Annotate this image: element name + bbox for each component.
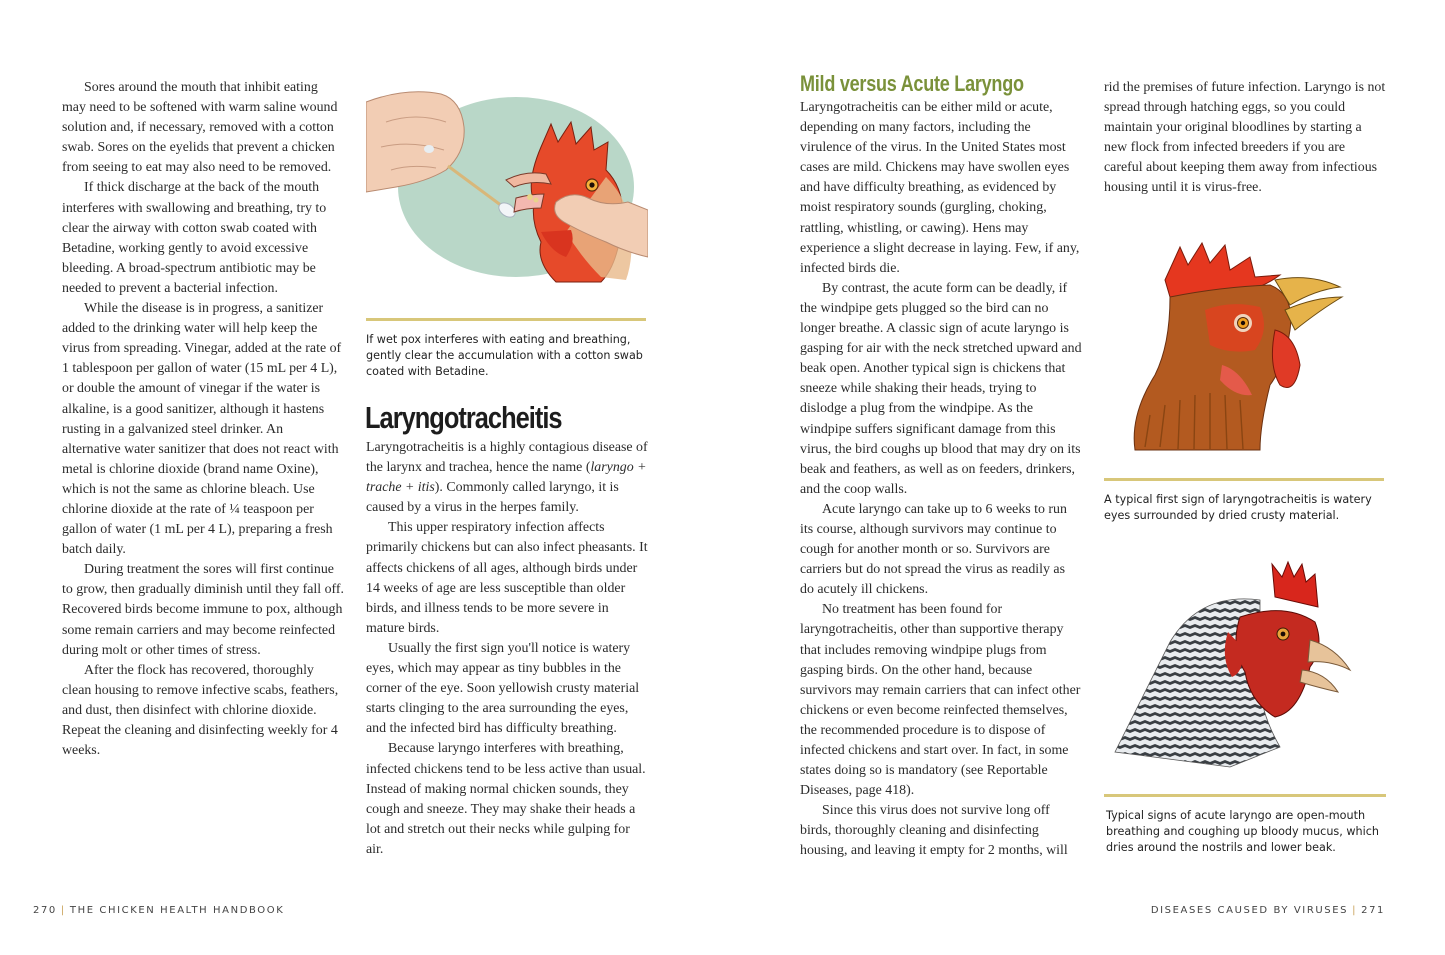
- body-paragraph: Since this virus does not survive long off birds, thoroughly cleaning and disinfecting housing, and leaving it empty for 2 months, will: [800, 803, 1068, 859]
- right-page-column-2: [1104, 78, 1386, 199]
- left-page-column-2: [366, 438, 648, 860]
- page-number: 270: [33, 905, 57, 916]
- caption-rule: [1104, 478, 1384, 481]
- body-paragraph: While the disease is in progress, a sanitizer added to the drinking water will help keep the virus from spreading. Vinegar, added at the rate of 1 tablespoon per gallon of water (15 mL per 4 L), or double the amount of vinegar if the water is alkaline, is a good sanitizer, although it hastens rusting in a galvanized steel drinker. An alternative water sanitizer that does not react with metal is chlorine dioxide (brand name Oxine), which is not the same as chlorine bleach. Use chlorine dioxide at the rate of ¼ teaspoon per gallon of water (1 mL per 4 L), preparing a fresh batch daily.: [62, 301, 342, 558]
- body-paragraph: If thick discharge at the back of the mouth interferes with swallowing and breathing, try to clear the airway with cotton swab coated with Betadine, working gently to avoid excessive bleeding. A broad-spectrum antibiotic may be needed to prevent a bacterial infection.: [62, 180, 327, 296]
- figure-caption-swab: If wet pox interferes with eating and breathing, gently clear the accumulation with a cotton swab coated with Betadine.: [366, 333, 643, 378]
- barred-hen-head-illustration: [1110, 552, 1390, 782]
- running-head: THE CHICKEN HEALTH HANDBOOK: [69, 905, 285, 916]
- figure-red-hen-illustration: [1110, 235, 1390, 465]
- body-paragraph: Usually the first sign you'll notice is watery eyes, which may appear as tiny bubbles in the corner of the eye. Soon yellowish crusty material starts clinging to the area surrounding the eyes, and the infected bird has difficulty breathing.: [366, 640, 640, 737]
- body-paragraph: Because laryngo interferes with breathing, infected chickens tend to be less active than usual. Instead of making normal chicken sounds, they cough and sneeze. They may shake their heads a lot and stretch out their necks while gulping for air.: [366, 741, 646, 857]
- subheading: Mild versus Acute Laryngo: [800, 71, 1024, 96]
- figure-swab-illustration: [366, 82, 648, 292]
- body-paragraph: Sores around the mouth that inhibit eating may need to be softened with warm saline wound solution and, if necessary, removed with a cotton swab. Sores on the eyelids that prevent a chicken from seeing to eat may also need to be removed.: [62, 80, 338, 176]
- intro-paragraph: [366, 438, 648, 518]
- body-paragraph: During treatment the sores will first continue to grow, then gradually diminish until they fall off. Recovered birds become immune to pox, although some remain carriers and may become reinfected during molt or other times of stress.: [62, 562, 345, 658]
- section-heading: Laryngotracheitis: [365, 400, 562, 435]
- intro-text-end: ). Commonly called laryngo, it is caused by a virus in the herpes family.: [366, 480, 619, 516]
- red-hen-head-illustration: [1110, 235, 1390, 465]
- intro-text: Laryngotracheitis is a highly contagious disease of the larynx and trachea, hence the name (: [366, 440, 648, 476]
- caption-rule: [1104, 794, 1386, 797]
- body-paragraph: Laryngotracheitis can be either mild or acute, depending on many factors, including the virulence of the virus. In the United States most cases are mild. Chickens may have swollen eyes and have difficulty breathing, as evidenced by moist respiratory sounds (gurgling, choking, rattling, whistling, or cawing). Hens may experience a slight decrease in laying. Few, if any, infected birds die.: [800, 100, 1080, 276]
- left-page-footer: [33, 905, 284, 916]
- body-paragraph: No treatment has been found for laryngotracheitis, other than supportive therapy that includes removing windpipe plugs from gasping birds. On the other hand, because survivors may remain carriers that can infect other chickens or even become reinfected themselves, the recommended procedure is to dispose of infected chickens and start over. In fact, in some states doing so is mandatory (see Reportable Diseases, page 418).: [800, 602, 1081, 799]
- body-paragraph: This upper respiratory infection affects primarily chickens but can also infect pheasants. It affects chickens of all ages, although birds under 14 weeks of age are less susceptible than older birds, and illness tends to be more severe in mature birds.: [366, 520, 648, 636]
- figure-caption-acute-signs: Typical signs of acute laryngo are open-mouth breathing and coughing up bloody mucus, which dries around the nostrils and lower beak.: [1106, 809, 1379, 854]
- etymology-italic: laryngo + trache + itis: [366, 460, 647, 496]
- hand-swabbing-chicken-illustration: [366, 82, 648, 292]
- right-page-column-1: [800, 98, 1082, 862]
- right-page-footer: [1151, 905, 1385, 916]
- footer-separator: |: [60, 905, 66, 916]
- figure-caption-watery-eyes: A typical first sign of laryngotracheitis is watery eyes surrounded by dried crusty material.: [1104, 493, 1372, 522]
- running-head: DISEASES CAUSED BY VIRUSES: [1150, 905, 1349, 916]
- page-number: 271: [1361, 905, 1385, 916]
- body-paragraph: After the flock has recovered, thoroughly clean housing to remove infective scabs, feathers, and dust, then disinfect with chlorine dioxide. Repeat the cleaning and disinfecting weekly for 4 weeks.: [62, 662, 339, 759]
- body-paragraph: By contrast, the acute form can be deadly, if the windpipe gets plugged so the bird can no longer breathe. A classic sign of acute laryngo is gasping for air with the neck stretched upward and beak open. Another typical sign is chickens that sneeze while shaking their heads, trying to dislodge a plug from the windpipe. As the windpipe suffers significant damage from this virus, the bird coughs up blood that may dry on its beak and feathers, as well as on feeders, drinkers, and the coop walls.: [800, 280, 1082, 497]
- caption-rule: [366, 318, 646, 321]
- footer-separator: |: [1352, 905, 1358, 916]
- figure-barred-hen-illustration: [1110, 552, 1390, 782]
- body-paragraph: Acute laryngo can take up to 6 weeks to run its course, although survivors may continue to cough for another month or so. Survivors are carriers but do not spread the virus as readily as do acutely ill chickens.: [800, 501, 1067, 598]
- left-page-column-1: [62, 78, 344, 761]
- body-paragraph: rid the premises of future infection. Laryngo is not spread through hatching eggs, so you could maintain your original bloodlines by starting a new flock from infected breeders if you are careful about keeping them away from infectious housing until it is virus-free.: [1104, 80, 1386, 196]
